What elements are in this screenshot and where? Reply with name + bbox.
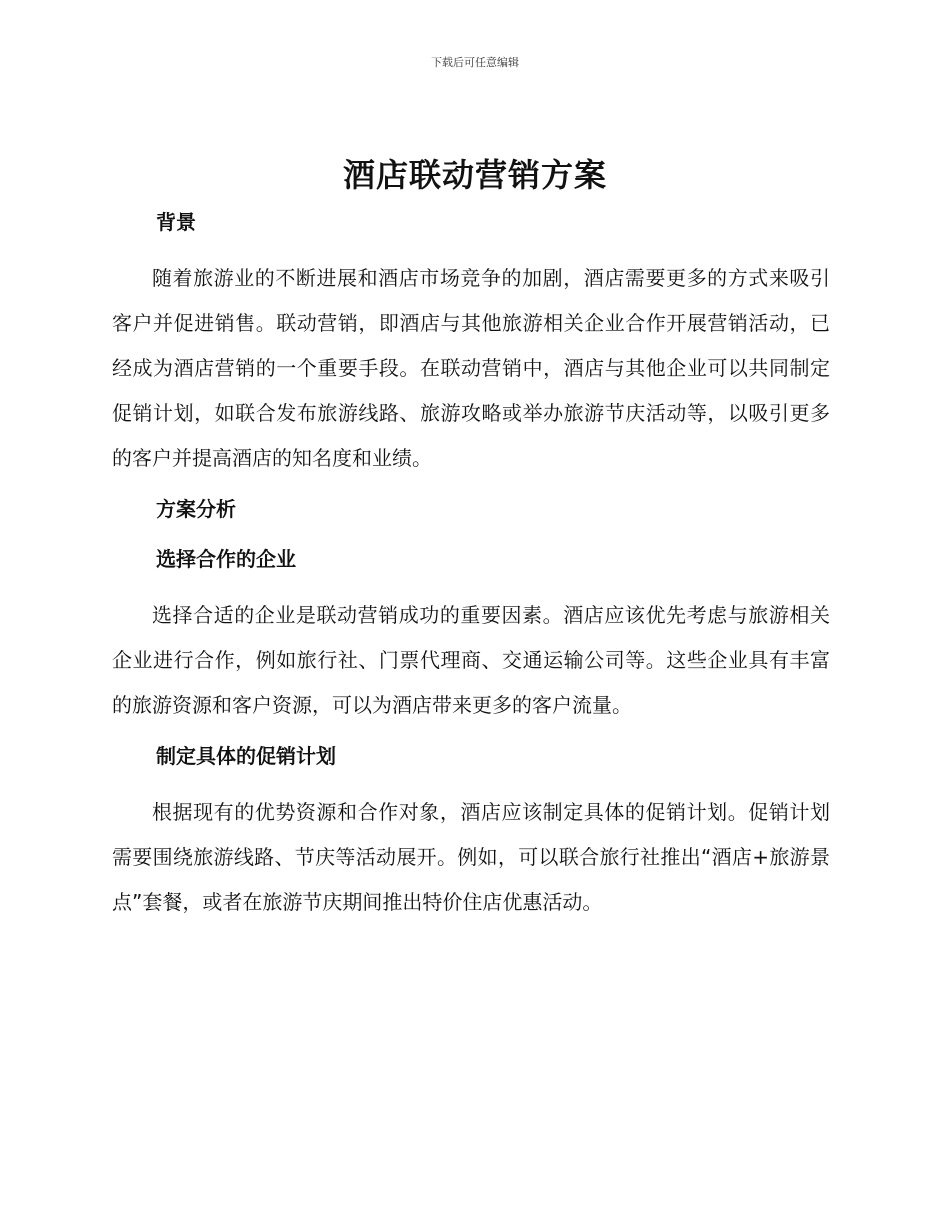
section-heading-analysis: 方案分析	[156, 497, 236, 521]
section-paragraph-partners: 选择合适的企业是联动营销成功的重要因素。酒店应该优先考虑与旅游相关企业进行合作，例如旅行社、门票代理商、交通运输公司等。这些企业具有丰富的旅游资源和客户资源，可以为酒店带来更多的客户流量。	[112, 603, 830, 717]
document-body	[112, 200, 830, 925]
section-paragraph-promotion-plan: 根据现有的优势资源和合作对象，酒店应该制定具体的促销计划。促销计划需要围绕旅游线路、节庆等活动展开。例如，可以联合旅行社推出“酒店+旅游景点”套餐，或者在旅游节庆期间推出特价住店优惠活动。	[112, 800, 830, 914]
section-heading-partners: 选择合作的企业	[156, 547, 296, 571]
section-heading-promotion-plan: 制定具体的促销计划	[156, 744, 336, 768]
section-paragraph-background: 随着旅游业的不断进展和酒店市场竞争的加剧，酒店需要更多的方式来吸引客户并促进销售。联动营销，即酒店与其他旅游相关企业合作开展营销活动，已经成为酒店营销的一个重要手段。在联动营销中，酒店与其他企业可以共同制定促销计划，如联合发布旅游线路、旅游攻略或举办旅游节庆活动等，以吸引更多的客户并提高酒店的知名度和业绩。	[112, 266, 830, 470]
section-heading-background: 背景	[156, 210, 196, 234]
page-header-note: 下载后可任意编辑	[431, 56, 519, 69]
document-title: 酒店联动营销方案	[342, 156, 607, 194]
